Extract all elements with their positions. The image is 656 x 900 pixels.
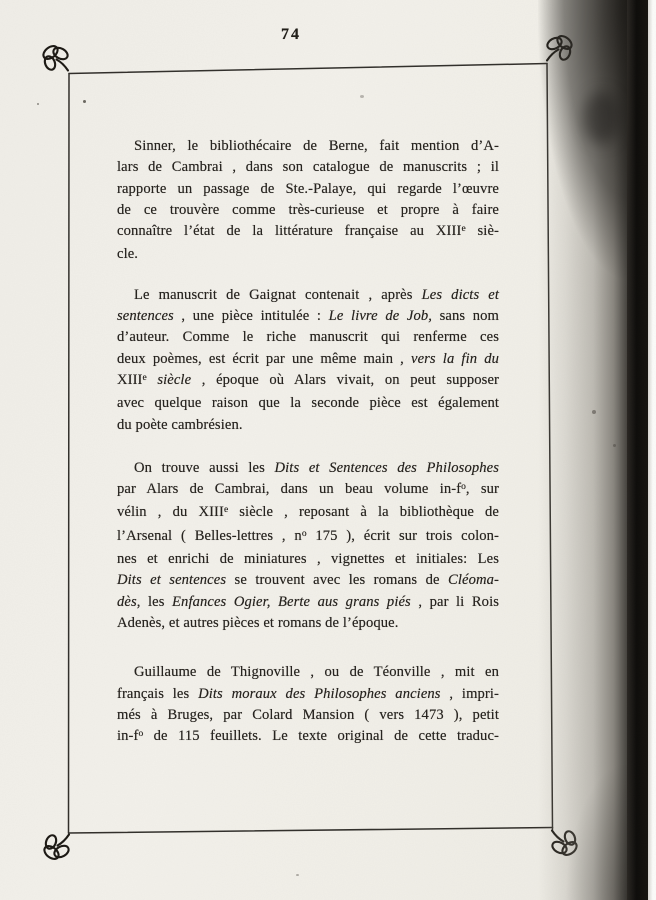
text-run: Dits et Sentences des Philosophes [274, 459, 499, 476]
text-line [117, 306, 499, 327]
corner-flourish-icon [42, 834, 71, 862]
text-run: siècle , reposant à la bibliothèque de [228, 504, 499, 521]
text-line [117, 349, 499, 370]
text-line [117, 502, 499, 525]
page-number: 74 [281, 26, 301, 43]
text-line [117, 136, 499, 157]
text-run: sans nom [432, 308, 499, 325]
text-line [117, 662, 499, 683]
text-run: vers la fin du [411, 350, 499, 367]
text-run: de 115 feuillets. Le texte original de cette traduc- [143, 728, 499, 745]
text-line [117, 479, 499, 502]
text-run: e [461, 224, 466, 235]
ink-speck [37, 103, 39, 105]
text-line [117, 327, 499, 348]
page-edge-shadow [538, 0, 630, 900]
text-run: Les dicts et [421, 286, 499, 303]
text-run: siè- [465, 223, 499, 240]
text-line [117, 244, 499, 265]
text-line [117, 179, 499, 200]
text-run: lars de Cambrai , dans son catalogue de manuscrits ; il [117, 159, 499, 176]
ink-speck [83, 100, 86, 103]
text-run: o [461, 482, 466, 493]
text-line [117, 570, 499, 591]
text-run: e [223, 505, 229, 516]
text-run: deux poèmes, est écrit par une même main , [117, 350, 411, 367]
text-run: , sur [465, 481, 499, 498]
text-run: du poète cambrésien. [117, 416, 243, 433]
ink-speck [592, 410, 596, 414]
text-run: dès [117, 593, 137, 610]
ink-speck [360, 95, 364, 98]
text-run: avec quelque raison que la seconde pièce est également [117, 395, 499, 412]
text-run: connaître l’état de la littérature française au XIII [117, 223, 462, 240]
text-run: l’Arsenal ( Belles-lettres , n [117, 527, 302, 544]
text-run: Dits moraux des Philosophes anciens [198, 685, 441, 702]
text-run: Enfances Ogier, Berte aus grans piés [172, 593, 411, 610]
paragraph [117, 285, 499, 436]
text-run: Le livre de Job, [328, 308, 433, 325]
text-run: XIII [117, 371, 143, 388]
text-line [117, 458, 499, 479]
text-run: in-f [117, 728, 139, 745]
text-line [117, 200, 499, 221]
text-line [117, 221, 499, 244]
text-run: Adenès, et autres pièces et romans de l’époque. [117, 614, 399, 631]
text-run: vélin , du XIII [117, 504, 224, 521]
text-run [147, 372, 158, 388]
book-edge [627, 0, 648, 900]
text-line [117, 526, 499, 549]
ink-speck [613, 444, 616, 447]
ink-speck [296, 874, 299, 876]
text-run: sentences [117, 308, 174, 325]
text-run: de ce trouvère comme très-curieuse et propre à faire [117, 201, 499, 218]
text-line [117, 157, 499, 178]
text-line [117, 684, 499, 705]
text-run: , les [136, 593, 173, 610]
corner-flourish-icon [41, 43, 70, 71]
text-run: Dits et sentences [117, 572, 227, 589]
text-line [117, 726, 499, 749]
text-run: Cléoma- [448, 572, 499, 589]
text-run: e [142, 372, 147, 383]
text-run: siècle [157, 371, 192, 388]
text-line [117, 285, 499, 306]
text-run: Guillaume de Thignoville , ou de Téonville , mit en [134, 664, 499, 681]
text-run: français les [117, 685, 199, 702]
text-line [117, 370, 499, 393]
text-line [117, 705, 499, 726]
text-run: més à Bruges, par Colard Mansion ( vers 1473 ), petit [117, 706, 499, 723]
text-run: , époque où Alars vivait, on peut supposer [191, 371, 500, 388]
text-run: 175 ), écrit sur trois colon- [306, 527, 499, 544]
text-run: par Alars de Cambrai, dans un beau volume in-f [117, 481, 462, 498]
text-run: cle. [117, 246, 139, 263]
text-run: d’auteur. Comme le riche manuscrit qui renferme ces [117, 329, 499, 346]
text-line [117, 549, 499, 570]
text-run: o [138, 729, 144, 740]
text-run: se trouvent avec les romans de [226, 572, 449, 589]
text-line [117, 415, 499, 436]
scanner-background [648, 0, 656, 900]
text-run: rapporte un passage de Ste.-Palaye, qui regarde l’œuvre [117, 180, 499, 197]
paragraph [117, 136, 499, 266]
text-run: On trouve aussi les [134, 459, 275, 476]
stain [584, 92, 620, 144]
paragraph [117, 662, 499, 749]
page-text [117, 136, 499, 749]
text-run: nes et enrichi de miniatures , vignettes et initiales: Les [117, 551, 499, 568]
text-run: Sinner, le bibliothécaire de Berne, fait mention d’A- [134, 138, 499, 154]
paragraph [117, 458, 499, 634]
text-line [117, 393, 499, 414]
text-run: Le manuscrit de Gaignat contenait , après [134, 286, 422, 303]
text-run: , impri- [440, 685, 499, 702]
text-line [117, 592, 499, 613]
text-run: o [301, 528, 307, 539]
text-run: , par li Rois [410, 593, 499, 610]
text-run: , une pièce intitulée : [173, 308, 329, 325]
text-line [117, 613, 499, 634]
